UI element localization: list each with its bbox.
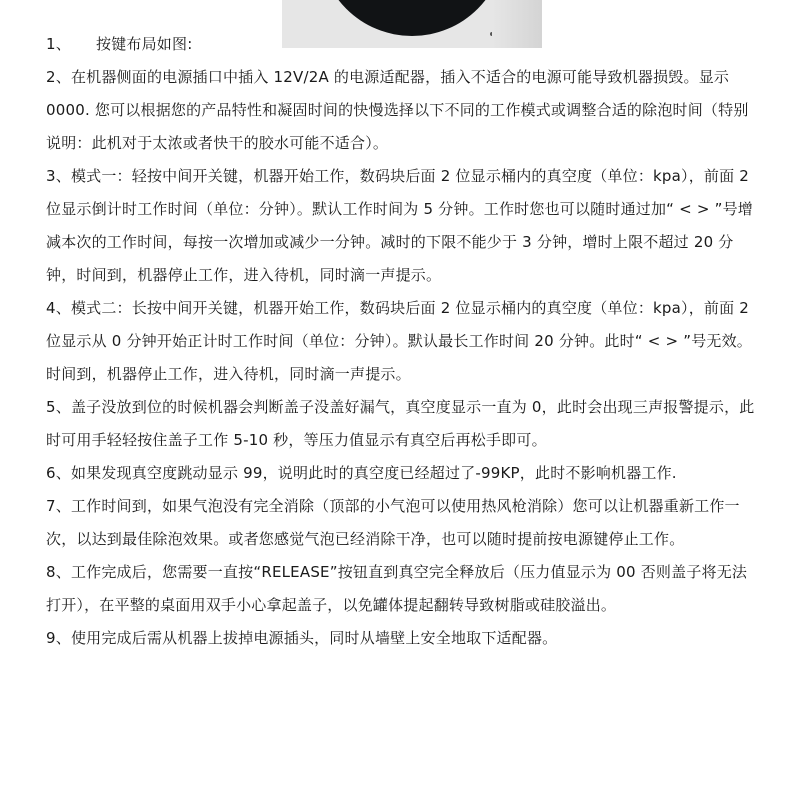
item-text: 工作时间到，如果气泡没有完全消除（顶部的小气泡可以使用热风枪消除）您可以让机器重新工作一次，以达到最佳除泡效果。或者您感觉气泡已经消除干净，也可以随时提前按电源键停止工作。 [46,497,740,548]
item-text: 工作完成后，您需要一直按“RELEASE”按钮直到真空完全释放后（压力值显示为 00 否则盖子将无法打开），在平整的桌面用双手小心拿起盖子，以免罐体提起翻转导致树脂或硅胶溢出。 [46,563,748,614]
item-number: 9、 [46,629,71,647]
instruction-list [46,28,760,655]
item-number: 1、 [46,35,71,53]
instruction-item-8 [46,556,760,622]
item-number: 7、 [46,497,71,515]
item-text: 模式一：轻按中间开关键，机器开始工作，数码块后面 2 位显示桶内的真空度（单位：kpa），前面 2 位显示倒计时工作时间（单位：分钟）。默认工作时间为 5 分钟。工作时您也可以随时通过加“ < > ”号增减本次的工作时间，每按一次增加或减少一分钟。减时的下限不能少于 3 分钟，增时上限不超过 20 分钟，时间到，机器停止工作，进入待机，同时滴一声提示。 [46,167,753,284]
item-number: 5、 [46,398,71,416]
item-text: 模式二：长按中间开关键，机器开始工作，数码块后面 2 位显示桶内的真空度（单位：kpa），前面 2 位显示从 0 分钟开始正计时工作时间（单位：分钟）。默认最长工作时间 20 分钟。此时“ < > ”号无效。时间到，机器停止工作，进入待机，同时滴一声提示。 [46,299,752,383]
instruction-item-6 [46,457,760,490]
item-number: 2、 [46,68,71,86]
item-number: 6、 [46,464,71,482]
item-number: 8、 [46,563,71,581]
instruction-item-3 [46,160,760,292]
item-text: 如果发现真空度跳动显示 99，说明此时的真空度已经超过了-99KP，此时不影响机器工作. [70,464,677,482]
instruction-item-1 [46,28,760,61]
instruction-item-7 [46,490,760,556]
instruction-item-5 [46,391,760,457]
item-text: 按键布局如图: [96,35,193,53]
item-text: 使用完成后需从机器上拔掉电源插头，同时从墙壁上安全地取下适配器。 [70,629,558,647]
item-text: 在机器侧面的电源插口中插入 12V/2A 的电源适配器，插入不适合的电源可能导致机器损毁。显示 0000. 您可以根据您的产品特性和凝固时间的快慢选择以下不同的工作模式或调整合适的除泡时间（特别说明：此机对于太浓或者快干的胶水可能不适合）。 [46,68,749,152]
item-number: 4、 [46,299,71,317]
item-number: 3、 [46,167,71,185]
instruction-item-4 [46,292,760,391]
instruction-item-9 [46,622,760,655]
instruction-item-2 [46,61,760,160]
item-text: 盖子没放到位的时候机器会判断盖子没盖好漏气，真空度显示一直为 0，此时会出现三声报警提示，此时可用手轻轻按住盖子工作 5-10 秒，等压力值显示有真空后再松手即可。 [46,398,755,449]
